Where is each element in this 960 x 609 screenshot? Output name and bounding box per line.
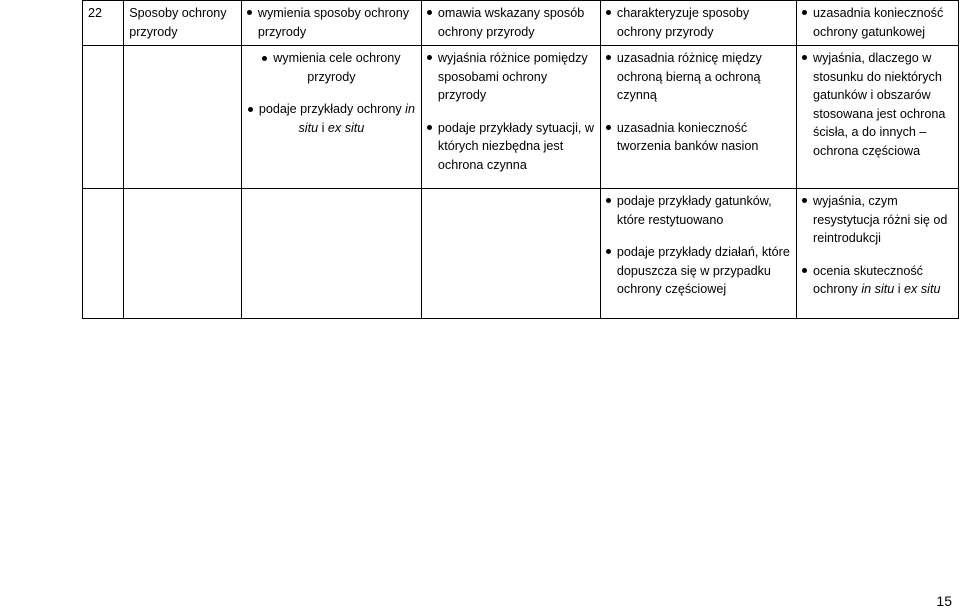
grade-cell	[421, 46, 600, 189]
grade-cell	[241, 1, 421, 46]
requirements-table	[82, 0, 959, 319]
empty-cell	[124, 189, 242, 319]
grade-cell	[600, 1, 796, 46]
list-item: wymienia sposoby ochrony przyrody	[247, 4, 416, 41]
item-text: podaje przykłady ochrony	[258, 102, 406, 116]
list-item: wyjaśnia, dlaczego w stosunku do niektórych gatunków i obszarów stosowana jest ochrona ścisła, a do innych – ochrona częściowa	[802, 49, 953, 160]
list-item: uzasadnia różnicę między ochroną bierną a ochroną czynną	[606, 49, 791, 105]
table-row	[83, 1, 959, 46]
list-item: podaje przykłady gatunków, które restytuowano	[606, 192, 791, 229]
list-item: uzasadnia konieczność ochrony gatunkowej	[802, 4, 953, 41]
grade-cell	[797, 46, 959, 189]
page-number: 15	[936, 593, 952, 609]
grade-cell	[421, 1, 600, 46]
grade-cell	[241, 46, 421, 189]
list-item: omawia wskazany sposób ochrony przyrody	[427, 4, 595, 41]
list-item: wymienia cele ochrony przyrody	[247, 49, 416, 86]
lesson-number: 22	[83, 1, 124, 46]
empty-cell	[83, 46, 124, 189]
list-item: wyjaśnia różnice pomiędzy sposobami ochrony przyrody	[427, 49, 595, 105]
item-text-italic: in situ	[861, 282, 895, 296]
grade-cell	[600, 189, 796, 319]
item-text-italic: in situ	[298, 102, 415, 135]
grade-cell	[797, 189, 959, 319]
list-item	[802, 262, 953, 299]
table-row	[83, 189, 959, 319]
empty-cell	[241, 189, 421, 319]
empty-cell	[83, 189, 124, 319]
item-text-italic: ex situ	[327, 120, 365, 135]
list-item: charakteryzuje sposoby ochrony przyrody	[606, 4, 791, 41]
item-text-italic: ex situ	[904, 282, 941, 296]
list-item: podaje przykłady działań, które dopuszcza się w przypadku ochrony częściowej	[606, 243, 791, 299]
grade-cell	[600, 46, 796, 189]
grade-cell	[797, 1, 959, 46]
empty-cell	[124, 46, 242, 189]
list-item: uzasadnia konieczność tworzenia banków nasion	[606, 119, 791, 156]
table-row	[83, 46, 959, 189]
empty-cell	[421, 189, 600, 319]
list-item	[247, 100, 416, 137]
item-text: i	[318, 120, 328, 135]
list-item: podaje przykłady sytuacji, w których niezbędna jest ochrona czynna	[427, 119, 595, 175]
lesson-topic: Sposoby ochrony przyrody	[124, 1, 242, 46]
item-text: ocenia skuteczność ochrony	[813, 263, 923, 296]
item-text: i	[894, 282, 905, 296]
list-item: wyjaśnia, czym resystytucja różni się od reintrodukcji	[802, 192, 953, 248]
